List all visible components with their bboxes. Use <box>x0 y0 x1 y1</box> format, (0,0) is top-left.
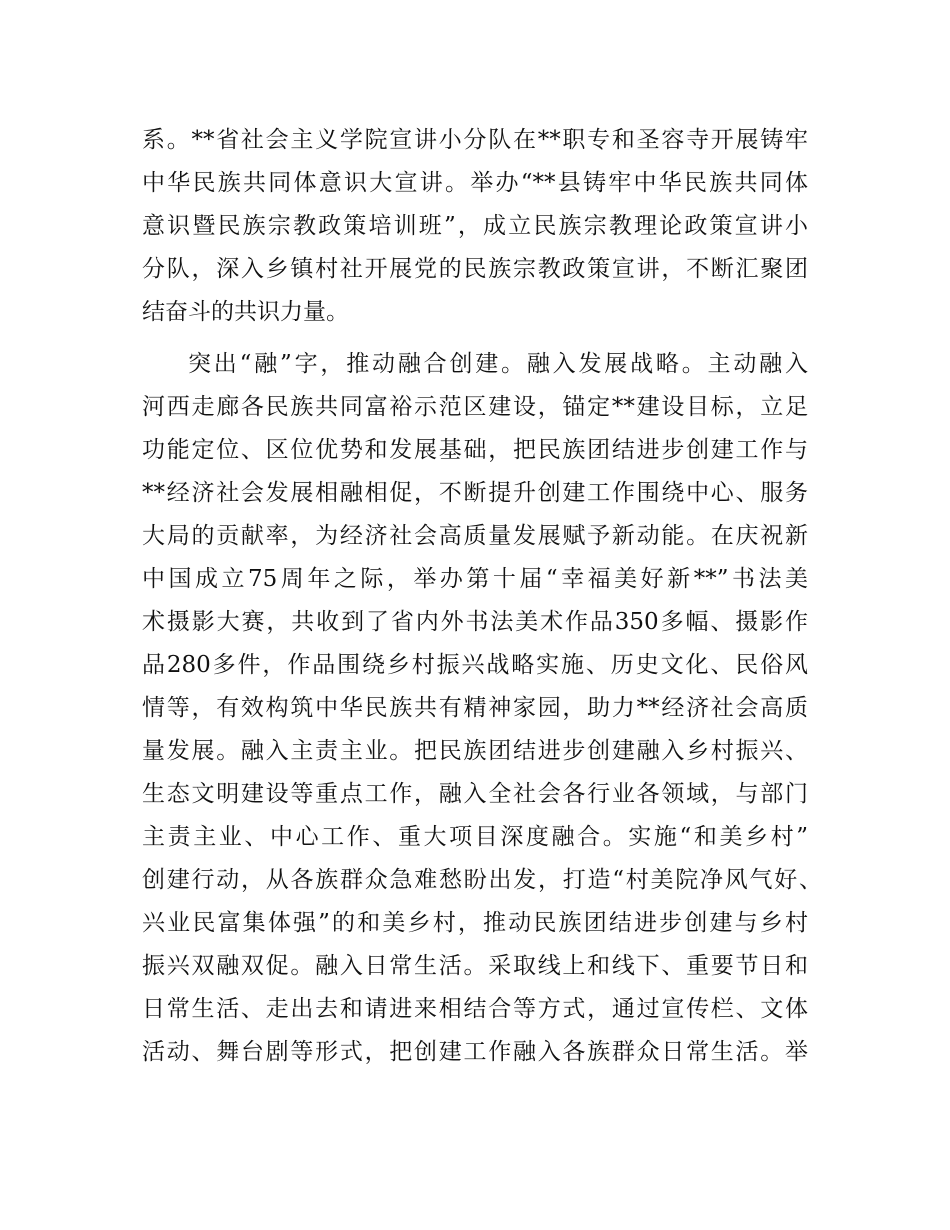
text-line: 创建行动，从各族群众急难愁盼出发，打造“村美院净风气好、 <box>142 867 822 893</box>
text-line: 功能定位、区位优势和发展基础，把民族团结进步创建工作与 <box>142 437 808 463</box>
text-line: 系。**省社会主义学院宣讲小分队在**职专和圣容寺开展铸牢 <box>142 127 808 153</box>
text-line: 结奋斗的共识力量。 <box>142 299 349 325</box>
text-line: 活动、舞台剧等形式，把创建工作融入各族群众日常生活。举 <box>142 1039 808 1065</box>
text-line: 量发展。融入主责主业。把民族团结进步创建融入乡村振兴、 <box>142 738 808 764</box>
text-line: 日常生活、走出去和请进来相结合等方式，通过宣传栏、文体 <box>142 996 808 1022</box>
text-line: 振兴双融双促。融入日常生活。采取线上和线下、重要节日和 <box>142 953 808 979</box>
text-line: 生态文明建设等重点工作，融入全社会各行业各领域，与部门 <box>142 781 808 807</box>
text-line: 分队，深入乡镇村社开展党的民族宗教政策宣讲，不断汇聚团 <box>142 256 808 282</box>
text-line: 大局的贡献率，为经济社会高质量发展赋予新动能。在庆祝新 <box>142 523 808 549</box>
text-line: 兴业民富集体强”的和美乡村，推动民族团结进步创建与乡村 <box>142 910 808 936</box>
text-line: 情等，有效构筑中华民族共有精神家园，助力**经济社会高质 <box>142 695 808 721</box>
text-line: 意识暨民族宗教政策培训班”，成立民族宗教理论政策宣讲小 <box>142 213 808 239</box>
text-line: 中国成立75周年之际，举办第十届“幸福美好新**”书法美 <box>142 566 808 592</box>
text-line: 术摄影大赛，共收到了省内外书法美术作品350多幅、摄影作 <box>142 609 808 635</box>
text-line: **经济社会发展相融相促，不断提升创建工作围绕中心、服务 <box>142 480 808 506</box>
text-line: 中华民族共同体意识大宣讲。举办“**县铸牢中华民族共同体 <box>142 170 808 196</box>
paragraph-first-line: 突出“融”字，推动融合创建。融入发展战略。主动融入 <box>188 351 808 377</box>
text-line: 河西走廊各民族共同富裕示范区建设，锚定**建设目标，立足 <box>142 394 808 420</box>
text-line: 主责主业、中心工作、重大项目深度融合。实施“和美乡村” <box>142 824 808 850</box>
text-line: 品280多件，作品围绕乡村振兴战略实施、历史文化、民俗风 <box>142 652 808 678</box>
